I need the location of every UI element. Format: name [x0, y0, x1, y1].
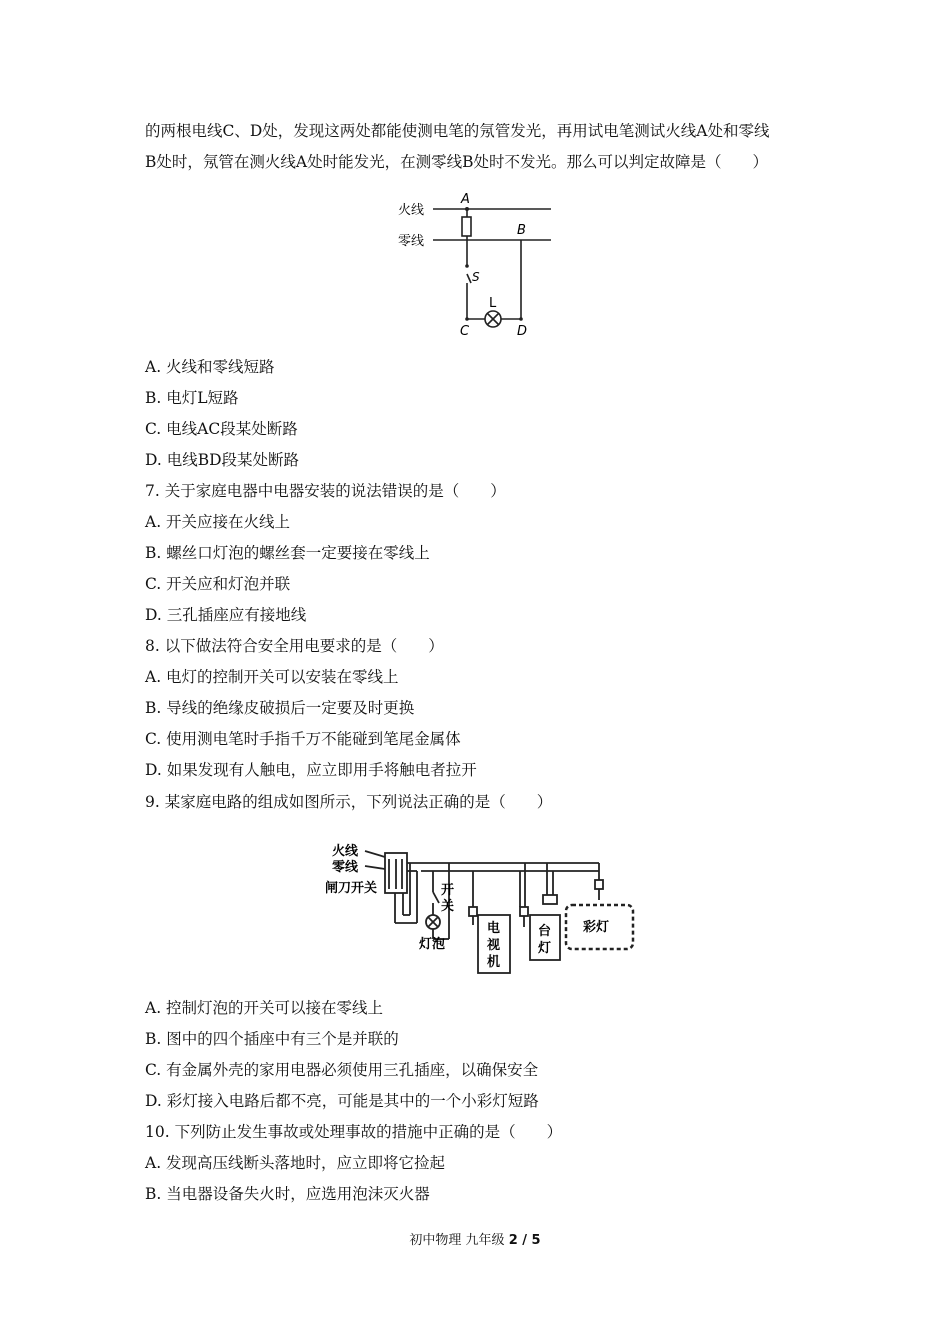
- q9-option-b: B. 图中的四个插座中有三个是并联的: [145, 1030, 399, 1048]
- q6-point-b: B: [517, 223, 526, 238]
- q6-stem-line-1: 的两根电线C、D处，发现这两处都能使测电笔的氖管发光，再用试电笔测试火线A处和零线: [145, 122, 770, 140]
- q9-desk-lamp-label-2: 灯: [538, 941, 552, 956]
- q8-option-a: A. 电灯的控制开关可以安装在零线上: [145, 668, 399, 686]
- q7-option-d: D. 三孔插座应有接地线: [145, 606, 307, 624]
- q8-option-d: D. 如果发现有人触电，应立即用手将触电者拉开: [145, 761, 477, 779]
- q9-bulb-label: 灯泡: [419, 937, 446, 952]
- q10-option-b: B. 当电器设备失火时，应选用泡沫灭火器: [145, 1185, 430, 1203]
- q6-circuit-diagram: [395, 188, 560, 340]
- q6-option-d: D. 电线BD段某处断路: [145, 451, 300, 469]
- page-footer: [0, 1229, 950, 1248]
- q9-switch-label-2: 关: [441, 899, 455, 914]
- q9-neutral-wire-label: 零线: [332, 860, 359, 875]
- q6-lamp-label: L: [489, 296, 497, 311]
- q9-desk-lamp-label-1: 台: [538, 924, 552, 939]
- q9-live-wire-label: 火线: [332, 844, 359, 859]
- page-number: 2 / 5: [508, 1233, 541, 1248]
- q6-option-b: B. 电灯L短路: [145, 389, 239, 407]
- q8-option-c: C. 使用测电笔时手指千万不能碰到笔尾金属体: [145, 730, 461, 748]
- q9-switch: [433, 892, 439, 903]
- q6-neutral-wire-label: 零线: [398, 234, 425, 249]
- q6-stem-line-2: B处时，氖管在测火线A处时能发光，在测零线B处时不发光。那么可以判定故障是（ ）: [145, 153, 768, 171]
- q8-option-b: B. 导线的绝缘皮破损后一定要及时更换: [145, 699, 415, 717]
- q10-option-a: A. 发现高压线断头落地时，应立即将它捡起: [145, 1154, 446, 1172]
- q7-option-a: A. 开关应接在火线上: [145, 513, 291, 531]
- q7-option-b: B. 螺丝口灯泡的螺丝套一定要接在零线上: [145, 544, 430, 562]
- q9-switch-label-1: 开: [441, 883, 455, 898]
- q6-point-a: A: [461, 192, 470, 207]
- q6-option-a: A. 火线和零线短路: [145, 358, 275, 376]
- q9-colored-lights-label: 彩灯: [583, 920, 610, 935]
- q6-live-wire-label: 火线: [398, 203, 425, 218]
- q8-stem: 8. 以下做法符合安全用电要求的是（ ）: [145, 637, 444, 655]
- q9-knife-switch-label: 闸刀开关: [325, 881, 378, 896]
- q6-switch-label: S: [472, 270, 480, 284]
- q9-household-circuit-diagram: [325, 835, 660, 983]
- q7-option-c: C. 开关应和灯泡并联: [145, 575, 291, 593]
- q6-fuse: [462, 217, 471, 236]
- q9-tv-label-1: 电: [487, 921, 501, 936]
- q9-stem: 9. 某家庭电路的组成如图所示，下列说法正确的是（ ）: [145, 793, 553, 811]
- q9-option-c: C. 有金属外壳的家用电器必须使用三孔插座，以确保安全: [145, 1061, 539, 1079]
- q9-tv-plug: [469, 907, 477, 916]
- q9-option-a: A. 控制灯泡的开关可以接在零线上: [145, 999, 384, 1017]
- q6-point-c: C: [460, 324, 470, 339]
- q7-stem: 7. 关于家庭电器中电器安装的说法错误的是（ ）: [145, 482, 506, 500]
- q9-tv-label-2: 视: [487, 938, 501, 953]
- q6-option-c: C. 电线AC段某处断路: [145, 420, 298, 438]
- q9-colored-lights-plug: [595, 880, 603, 889]
- q6-switch-s: [467, 274, 471, 283]
- q6-point-d: D: [517, 324, 528, 339]
- q9-tv-label-3: 机: [487, 955, 501, 970]
- footer-course-label: 初中物理 九年级: [409, 1233, 509, 1248]
- q10-stem: 10. 下列防止发生事故或处理事故的措施中正确的是（ ）: [145, 1123, 563, 1141]
- q9-option-d: D. 彩灯接入电路后都不亮，可能是其中的一个小彩灯短路: [145, 1092, 539, 1110]
